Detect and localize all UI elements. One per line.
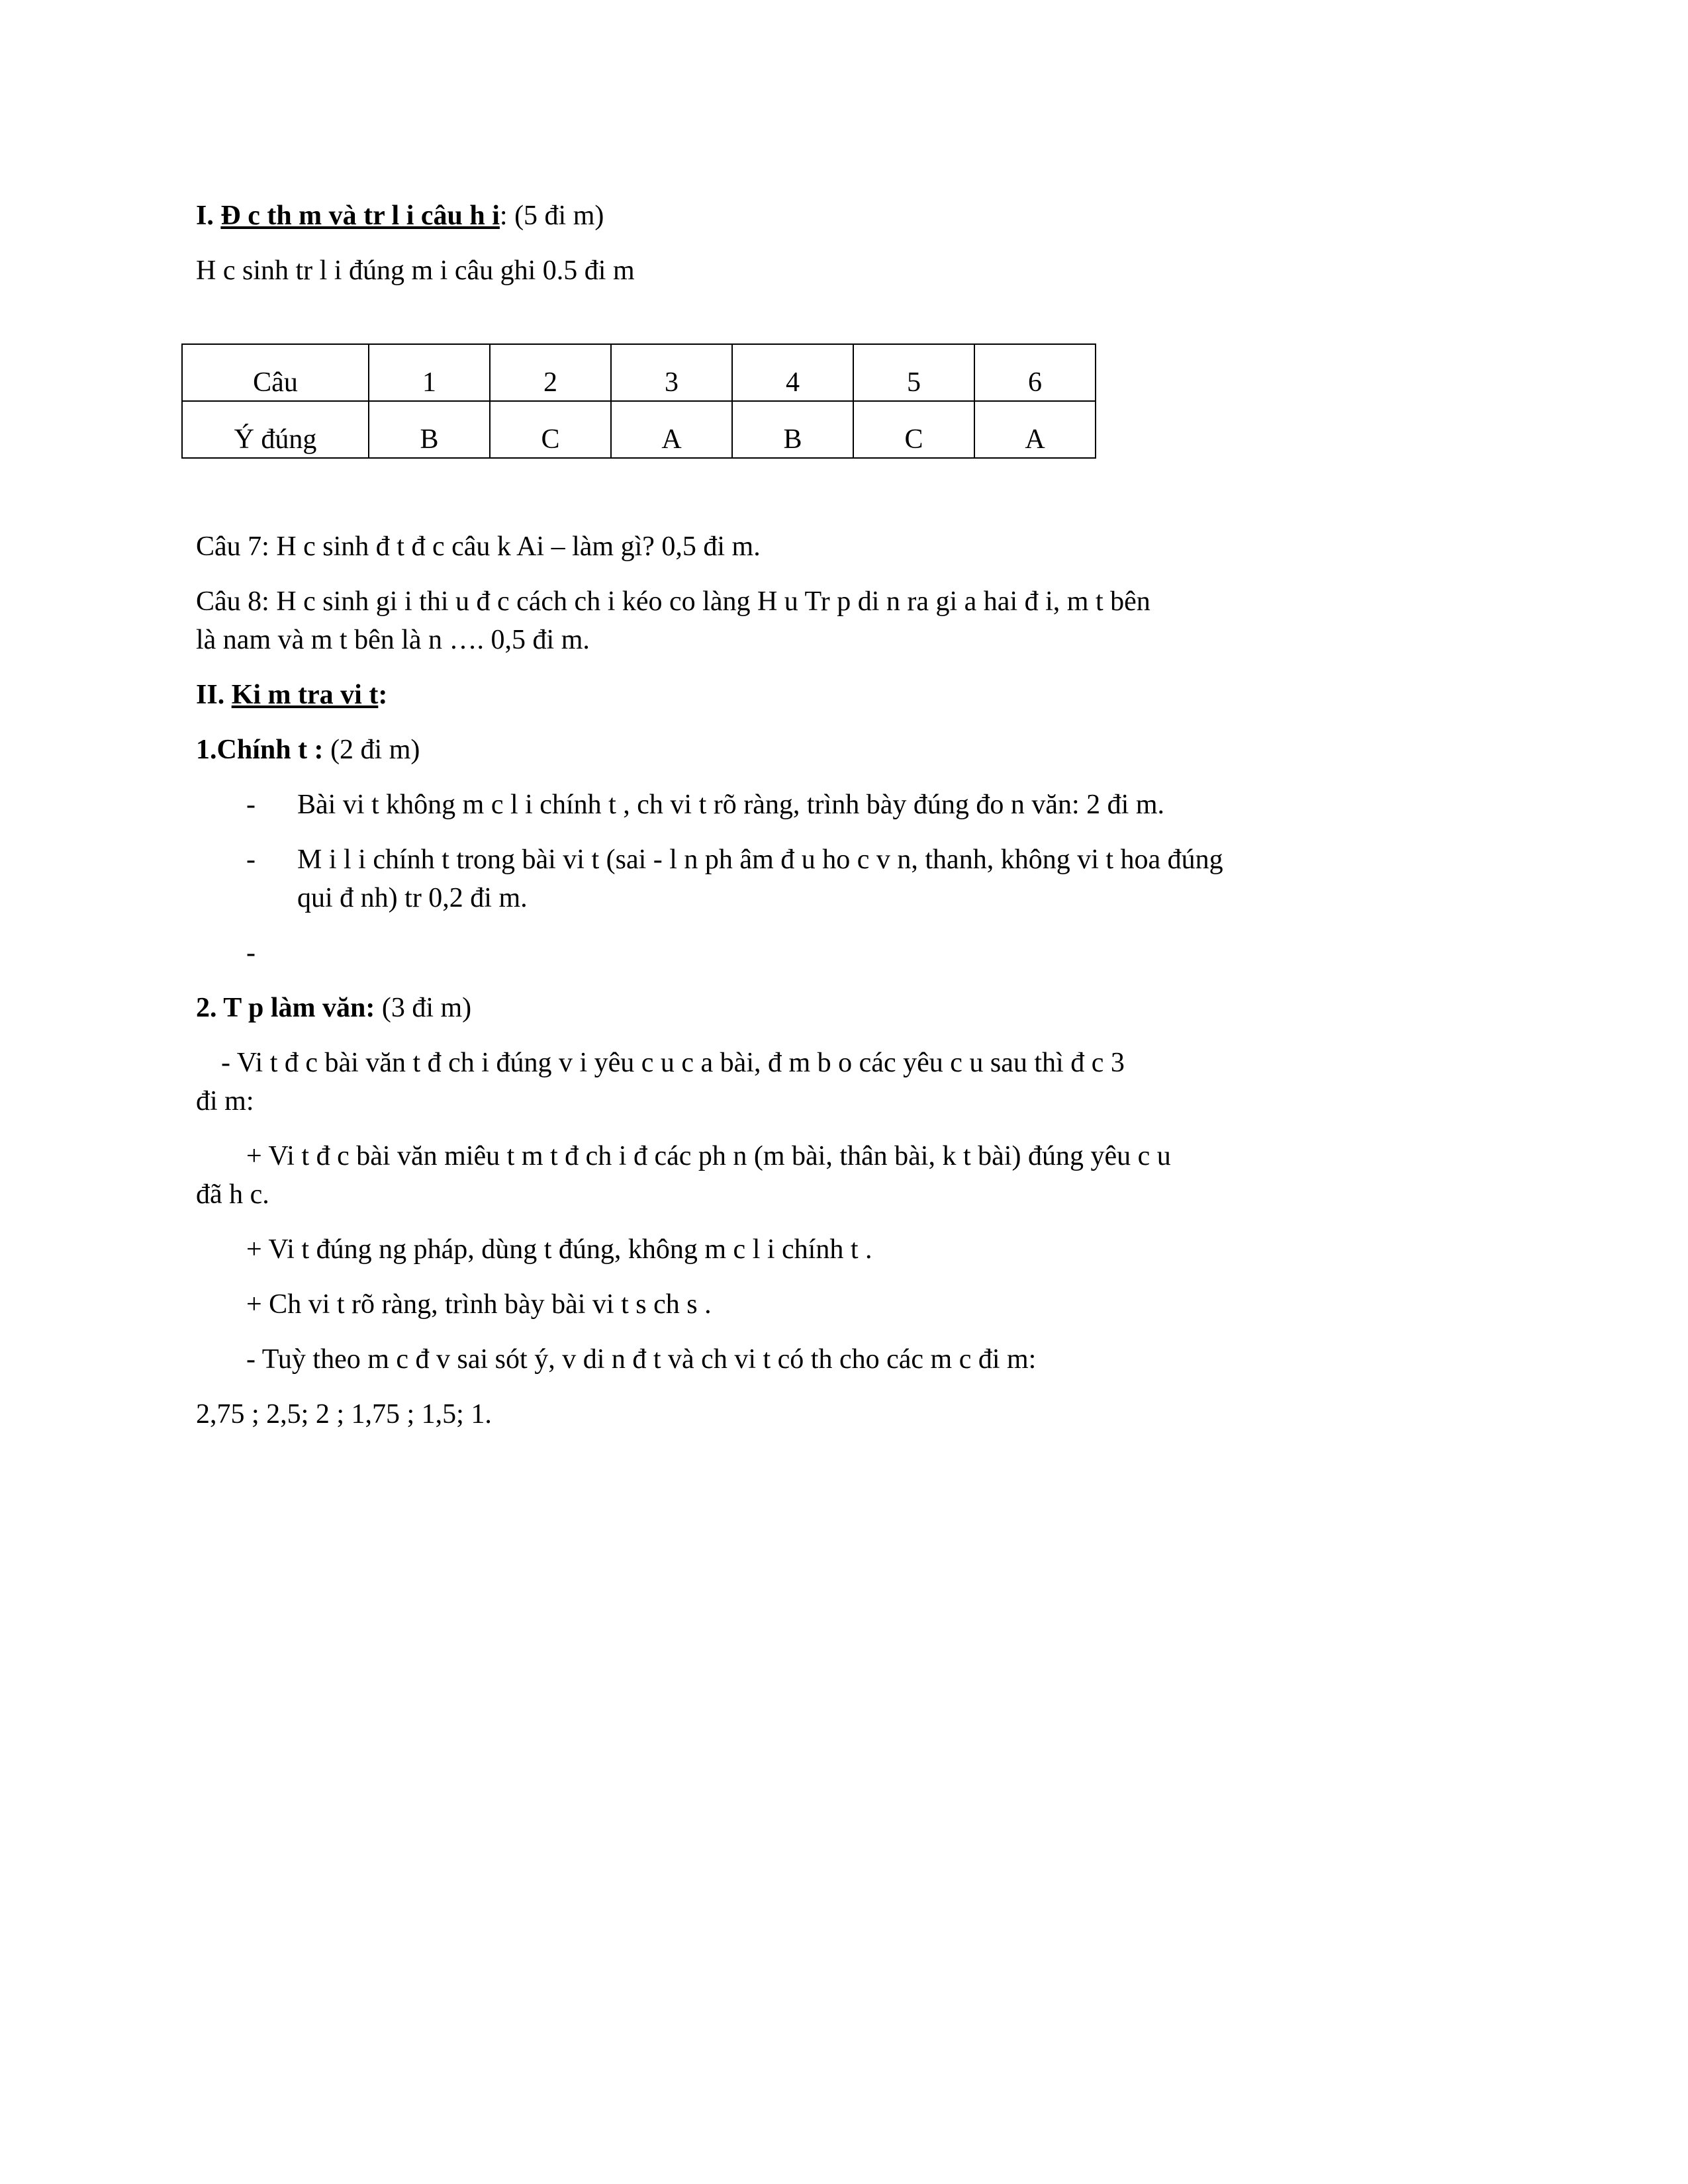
tap-lam-van-intro-line-2: đi m: <box>196 1086 254 1116</box>
chinh-ta-title: 1.Chính t : <box>196 735 324 765</box>
chinh-ta-item-1: Bài vi t không m c l i chính t , ch vi t rõ ràng, trình bày đúng đo n văn: 2 đi m. <box>297 790 1164 820</box>
table-cell: C <box>490 401 611 458</box>
section-1-heading <box>196 199 604 232</box>
section-1-instruction: H c sinh tr l i đúng m i câu ghi 0.5 đi m <box>196 255 635 286</box>
list-dash: - <box>246 938 256 968</box>
table-cell: B <box>369 401 490 458</box>
chinh-ta-points: (2 đi m) <box>323 735 420 765</box>
chinh-ta-heading <box>196 733 420 766</box>
table-cell: 6 <box>974 344 1096 401</box>
table-cell: A <box>611 401 732 458</box>
table-cell: 5 <box>853 344 974 401</box>
tap-lam-van-points: (3 đi m) <box>375 993 472 1023</box>
table-cell: B <box>732 401 853 458</box>
tap-lam-van-req-3: + Ch vi t rõ ràng, trình bày bài vi t s ch s . <box>246 1289 712 1320</box>
table-cell: A <box>974 401 1096 458</box>
section-2-heading <box>196 678 387 711</box>
tap-lam-van-title: 2. T p làm văn: <box>196 993 375 1023</box>
tap-lam-van-intro-line-1: - Vi t đ c bài văn t đ ch i đúng v i yêu c u c a bài, đ m b o các yêu c u sau thì đ c 3 <box>221 1048 1125 1078</box>
table-cell: 4 <box>732 344 853 401</box>
list-dash: - <box>246 844 256 875</box>
section-1-title: Đ c th m và tr l i câu h i <box>220 201 500 231</box>
section-1-points: : (5 đi m) <box>499 201 604 231</box>
tap-lam-van-scale-line: - Tuỳ theo m c đ v sai sót ý, v di n đ t và ch vi t có th cho các m c đi m: <box>246 1344 1037 1375</box>
question-8-criteria-line-1: Câu 8: H c sinh gi i thi u đ c cách ch i kéo co làng H u Tr p di n ra gi a hai đ i, m t bên <box>196 586 1150 617</box>
list-dash: - <box>246 790 256 820</box>
chinh-ta-item-2-line-1: M i l i chính t trong bài vi t (sai - l n ph âm đ u ho c v n, thanh, không vi t hoa đúng <box>297 844 1223 875</box>
table-cell: Câu <box>182 344 369 401</box>
table-cell: 3 <box>611 344 732 401</box>
section-1-prefix: I. <box>196 201 221 231</box>
answer-table-answer-row <box>182 401 1096 458</box>
tap-lam-van-req-2: + Vi t đúng ng pháp, dùng t đúng, không m c l i chính t . <box>246 1234 872 1265</box>
section-2-colon: : <box>378 680 388 710</box>
tap-lam-van-req-1-line-2: đã h c. <box>196 1179 269 1210</box>
tap-lam-van-heading <box>196 991 471 1024</box>
table-cell: 2 <box>490 344 611 401</box>
chinh-ta-item-2-line-2: qui đ nh) tr 0,2 đi m. <box>297 883 528 913</box>
tap-lam-van-req-1-line-1: + Vi t đ c bài văn miêu t m t đ ch i đ các ph n (m bài, thân bài, k t bài) đúng yêu c u <box>246 1141 1171 1171</box>
table-cell: C <box>853 401 974 458</box>
section-2-title: Ki m tra vi t <box>231 680 379 710</box>
question-7-criteria: Câu 7: H c sinh đ t đ c câu k Ai – làm gì? 0,5 đi m. <box>196 531 761 562</box>
table-cell: Ý đúng <box>182 401 369 458</box>
answer-table <box>181 343 1096 459</box>
section-2-prefix: II. <box>196 680 232 710</box>
tap-lam-van-scale-values: 2,75 ; 2,5; 2 ; 1,75 ; 1,5; 1. <box>196 1399 492 1430</box>
answer-table-header-row <box>182 344 1096 401</box>
question-8-criteria-line-2: là nam và m t bên là n …. 0,5 đi m. <box>196 625 590 655</box>
table-cell: 1 <box>369 344 490 401</box>
